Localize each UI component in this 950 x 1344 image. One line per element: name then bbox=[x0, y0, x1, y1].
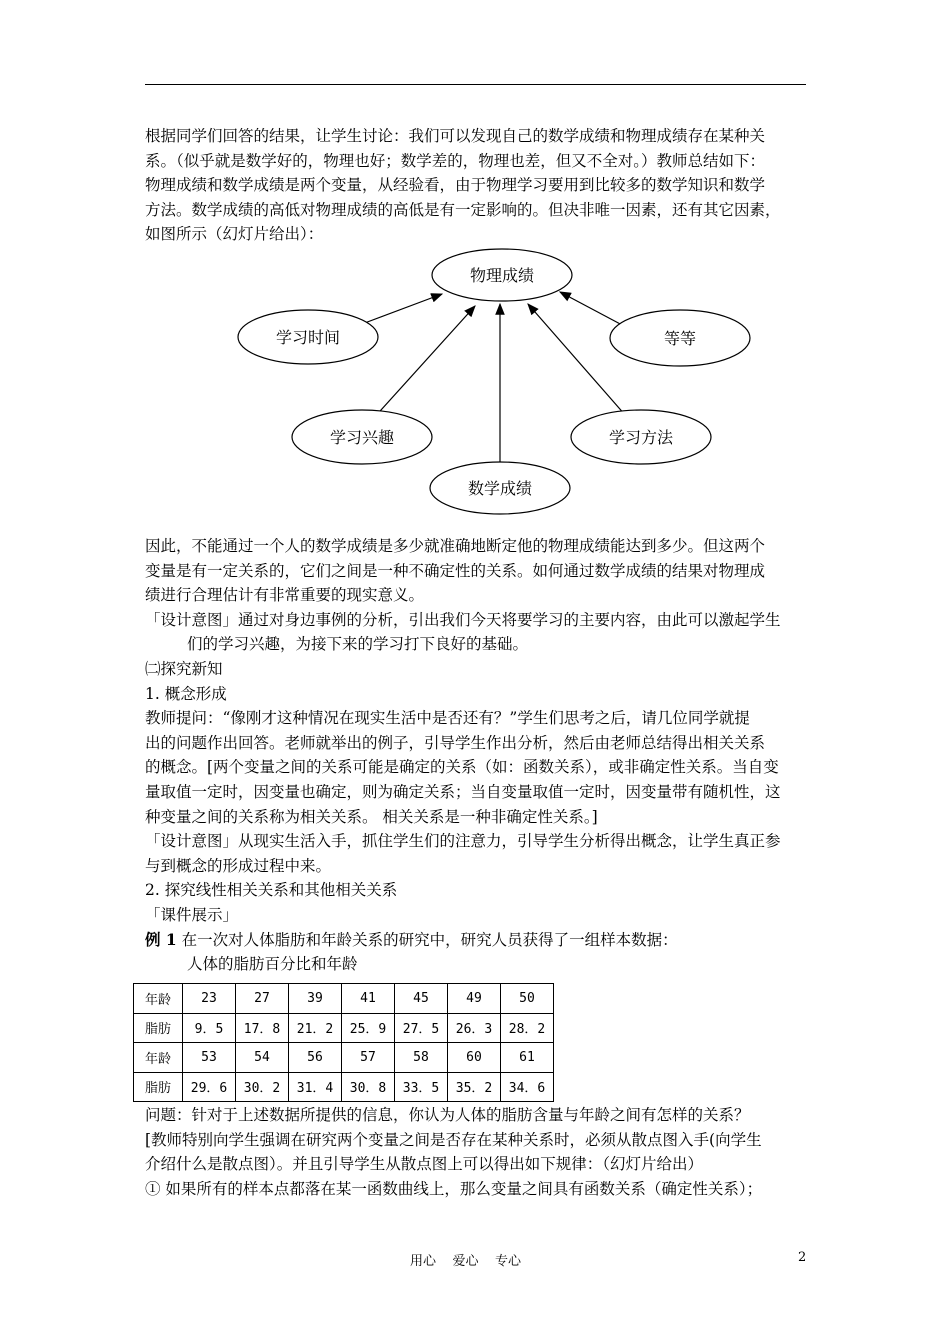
text-line: 绩进行合理估计有非常重要的现实意义。 bbox=[145, 586, 425, 605]
table-cell: 39 bbox=[289, 984, 342, 1014]
table-cell: 28．2 bbox=[501, 1013, 554, 1043]
text-line: 如图所示（幻灯片给出）： bbox=[145, 225, 324, 244]
item-heading: 1. 概念形成 bbox=[145, 684, 227, 703]
table-cell: 53 bbox=[183, 1043, 236, 1073]
table-cell: 30．8 bbox=[342, 1072, 395, 1102]
courseware-label: 「课件展示」 bbox=[145, 905, 239, 924]
footer-motto: 用心 爱心 专心 bbox=[410, 1254, 522, 1269]
section-heading: ㈡探究新知 bbox=[145, 659, 223, 678]
example-line bbox=[145, 928, 810, 953]
table-cell: 45 bbox=[395, 984, 448, 1014]
label-interest: 学习兴趣 bbox=[329, 428, 395, 447]
design-intent-line: 与到概念的形成过程中来。 bbox=[145, 856, 332, 875]
header-rule bbox=[145, 84, 806, 85]
table-cell: 58 bbox=[395, 1043, 448, 1073]
table-cell: 17．8 bbox=[236, 1013, 289, 1043]
table-cell: 33．5 bbox=[395, 1072, 448, 1102]
table-row bbox=[134, 1013, 554, 1043]
text-line: 种变量之间的关系称为相关关系。 相关关系是一种非确定性关系。] bbox=[145, 807, 598, 826]
text-line: 出的问题作出回答。老师就举出的例子，引导学生作出分析，然后由老师总结得出相关关系 bbox=[145, 733, 766, 752]
text-line: 方法。数学成绩的高低对物理成绩的高低是有一定影响的。但决非唯一因素，还有其它因素， bbox=[145, 200, 781, 219]
text-line: 问题：针对于上述数据所提供的信息，你认为人体的脂肪含量与年龄之间有怎样的关系？ bbox=[145, 1106, 750, 1124]
text-line: 变量是有一定关系的，它们之间是一种不确定性的关系。如何通过数学成绩的结果对物理成 bbox=[145, 561, 766, 580]
factor-diagram bbox=[230, 248, 697, 520]
text-line: [教师特别向学生强调在研究两个变量之间是否存在某种关系时，必须从散点图入手(向学生 bbox=[145, 1130, 762, 1149]
item-heading: 2. 探究线性相关关系和其他相关关系 bbox=[145, 881, 398, 900]
table-cell: 27 bbox=[236, 984, 289, 1014]
example-text: 在一次对人体脂肪和年龄关系的研究中，研究人员获得了一组样本数据： bbox=[176, 930, 678, 949]
text-line: 量取值一定时，因变量也确定，则为确定关系；当自变量取值一定时，因变量带有随机性，这 bbox=[145, 782, 781, 801]
table-cell: 26．3 bbox=[448, 1013, 501, 1043]
table-cell: 34．6 bbox=[501, 1072, 554, 1102]
table-row bbox=[134, 1043, 554, 1073]
arrow-etc bbox=[560, 292, 624, 326]
text-line: 的概念。[两个变量之间的关系可能是确定的关系（如：函数关系），或非确定性关系。当自变 bbox=[145, 758, 779, 777]
table-cell: 27．5 bbox=[395, 1013, 448, 1043]
table-title: 人体的脂肪百分比和年龄 bbox=[187, 955, 358, 974]
paragraph-question bbox=[145, 1103, 810, 1201]
table-cell: 9．5 bbox=[183, 1013, 236, 1043]
example-label: 例 1 bbox=[145, 929, 177, 949]
table-cell: 30．2 bbox=[236, 1072, 289, 1102]
arrow-time bbox=[362, 294, 442, 324]
page-number: 2 bbox=[798, 1250, 807, 1265]
text-line: 因此，不能通过一个人的数学成绩是多少就准确地断定他的物理成绩能达到多少。但这两个 bbox=[145, 537, 766, 555]
table-cell: 29．6 bbox=[183, 1072, 236, 1102]
table-cell: 25．9 bbox=[342, 1013, 395, 1043]
text-line: 教师提问：“像刚才这种情况在现实生活中是否还有？”学生们思考之后，请几位同学就提 bbox=[145, 709, 750, 728]
table-cell: 60 bbox=[448, 1043, 501, 1073]
text-line: 介绍什么是散点图）。并且引导学生从散点图上可以得出如下规律：（幻灯片给出） bbox=[145, 1155, 704, 1174]
table-row bbox=[134, 1072, 554, 1102]
paragraph-conclusion bbox=[145, 534, 810, 977]
design-intent-line: 「设计意图」通过对身边事例的分析，引出我们今天将要学习的主要内容，由此可以激起学生 bbox=[145, 610, 781, 629]
arrow-method bbox=[528, 304, 626, 416]
table-cell: 57 bbox=[342, 1043, 395, 1073]
table-cell: 56 bbox=[289, 1043, 342, 1073]
text-line: 根据同学们回答的结果，让学生讨论：我们可以发现自己的数学成绩和物理成绩存在某种关 bbox=[145, 127, 766, 145]
table-cell: 年龄 bbox=[134, 984, 183, 1014]
label-time: 学习时间 bbox=[275, 328, 341, 347]
table-row bbox=[134, 984, 554, 1014]
table-cell: 49 bbox=[448, 984, 501, 1014]
table-cell: 21．2 bbox=[289, 1013, 342, 1043]
label-math: 数学成绩 bbox=[467, 479, 533, 498]
label-method: 学习方法 bbox=[608, 428, 674, 447]
table-cell: 脂肪 bbox=[134, 1072, 183, 1102]
text-line: 物理成绩和数学成绩是两个变量，从经验看，由于物理学习要用到比较多的数学知识和数学 bbox=[145, 176, 766, 195]
text-line: 系。（似乎就是数学好的，物理也好；数学差的，物理也差，但又不全对。）教师总结如下： bbox=[145, 151, 766, 170]
table-cell: 23 bbox=[183, 984, 236, 1014]
paragraph-intro bbox=[145, 124, 810, 247]
table-cell: 54 bbox=[236, 1043, 289, 1073]
table-cell: 35．2 bbox=[448, 1072, 501, 1102]
table-cell: 41 bbox=[342, 984, 395, 1014]
design-intent-line: 「设计意图」从现实生活入手，抓住学生们的注意力，引导学生分析得出概念，让学生真正参 bbox=[145, 832, 781, 851]
table-cell: 年龄 bbox=[134, 1043, 183, 1073]
table-cell: 31．4 bbox=[289, 1072, 342, 1102]
arrow-interest bbox=[372, 306, 475, 420]
data-table bbox=[133, 983, 554, 1102]
label-etc: 等等 bbox=[663, 329, 697, 348]
text-line: ① 如果所有的样本点都落在某一函数曲线上，那么变量之间具有函数关系（确定性关系）； bbox=[145, 1179, 763, 1198]
table-cell: 50 bbox=[501, 984, 554, 1014]
design-intent-line: 们的学习兴趣，为接下来的学习打下良好的基础。 bbox=[187, 635, 529, 654]
table-cell: 61 bbox=[501, 1043, 554, 1073]
label-physics: 物理成绩 bbox=[469, 266, 535, 285]
table-cell: 脂肪 bbox=[134, 1013, 183, 1043]
